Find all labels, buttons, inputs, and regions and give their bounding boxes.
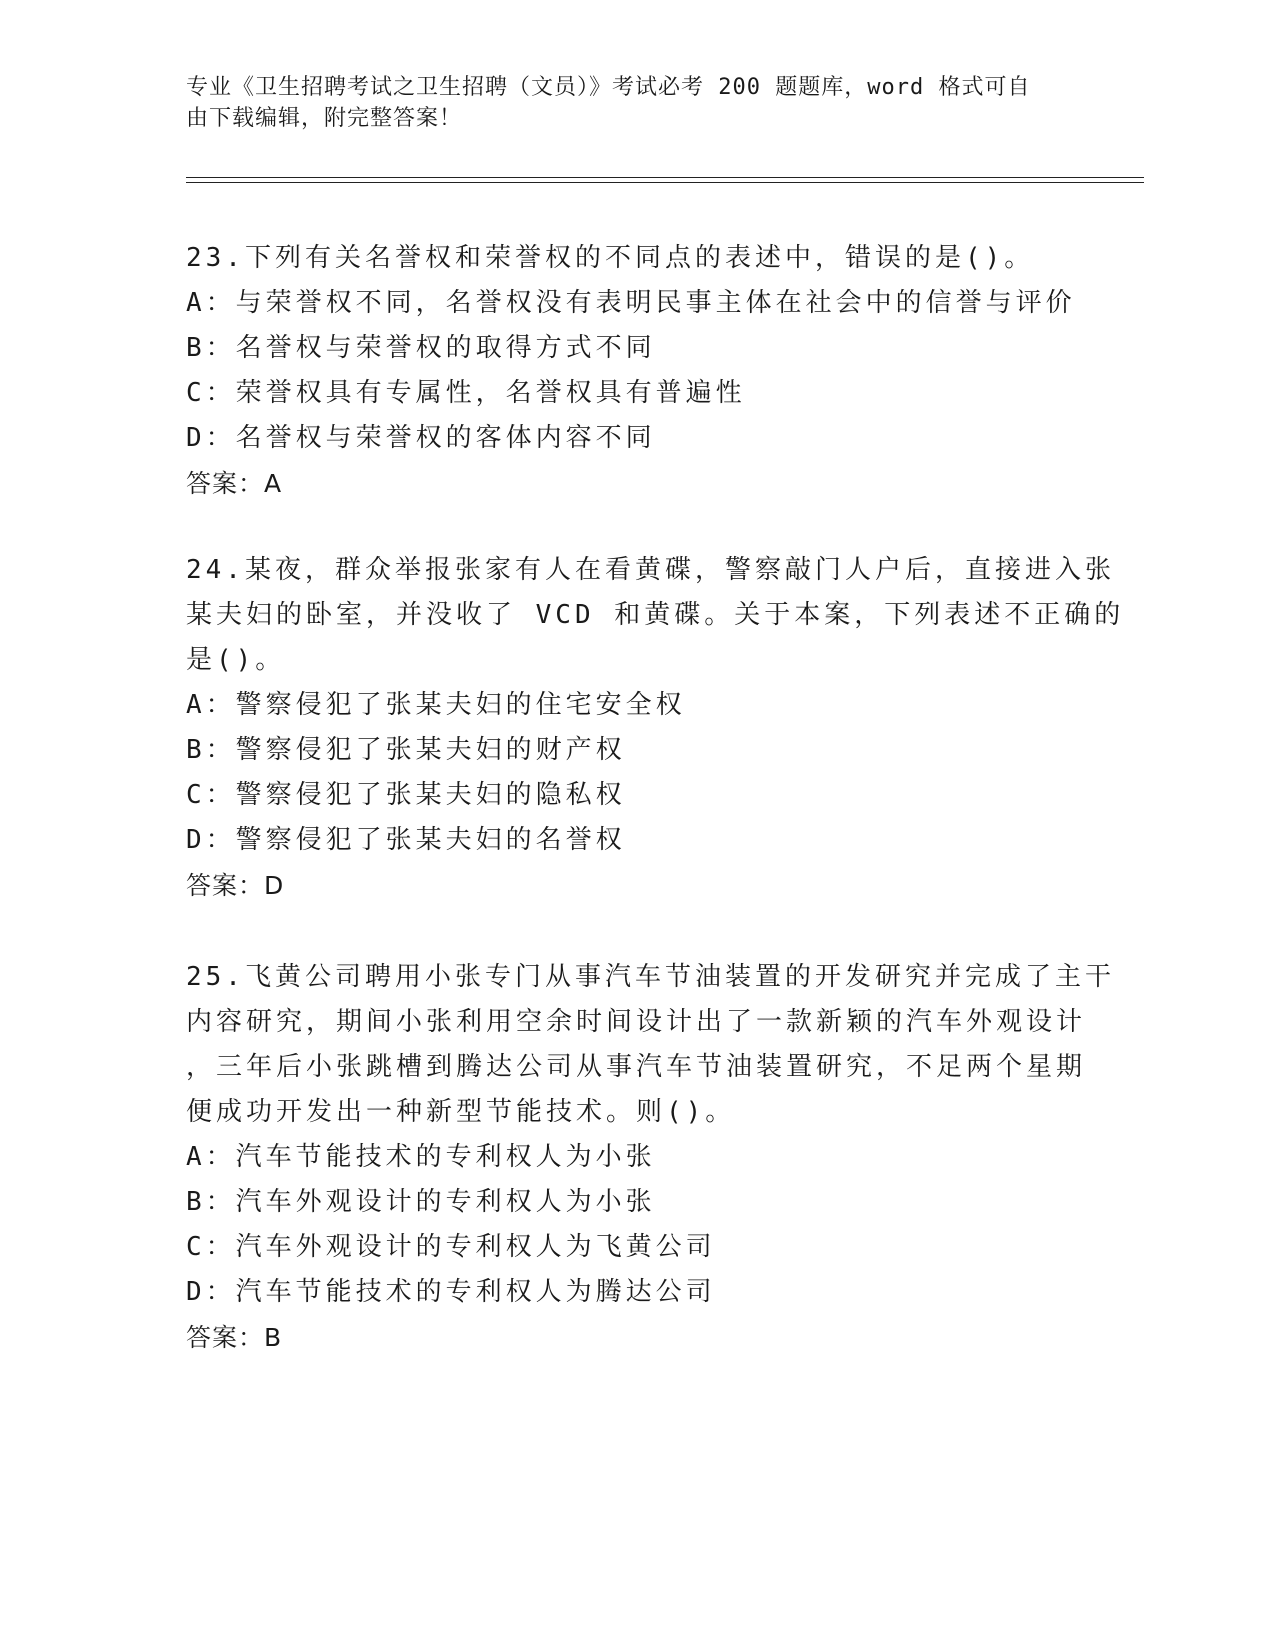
question-stem-line: ，三年后小张跳槽到腾达公司从事汽车节油装置研究，不足两个星期 <box>186 1052 1087 1082</box>
option-d: D：汽车节能技术的专利权人为腾达公司 <box>186 1277 716 1307</box>
answer-line: 答案：A <box>186 469 283 498</box>
option-a: A：与荣誉权不同，名誉权没有表明民事主体在社会中的信誉与评价 <box>186 288 1076 318</box>
question-23 <box>186 236 1086 506</box>
header-divider-bottom <box>186 182 1144 183</box>
document-header <box>186 72 1066 134</box>
option-b: B：名誉权与荣誉权的取得方式不同 <box>186 333 656 363</box>
answer-line: 答案：B <box>186 1323 283 1352</box>
question-stem-line: 某夫妇的卧室，并没收了 VCD 和黄碟。关于本案，下列表述不正确的 <box>186 600 1125 630</box>
question-24 <box>186 548 1125 908</box>
option-b: B：汽车外观设计的专利权人为小张 <box>186 1187 656 1217</box>
header-divider-top <box>186 177 1144 178</box>
question-stem-line: 便成功开发出一种新型节能技术。则()。 <box>186 1097 736 1127</box>
header-line-1: 专业《卫生招聘考试之卫生招聘（文员）》考试必考 200 题题库，word 格式可自 <box>186 75 1031 100</box>
option-d: D：名誉权与荣誉权的客体内容不同 <box>186 423 656 453</box>
option-b: B：警察侵犯了张某夫妇的财产权 <box>186 735 626 765</box>
option-c: C：警察侵犯了张某夫妇的隐私权 <box>186 780 626 810</box>
option-c: C：荣誉权具有专属性，名誉权具有普遍性 <box>186 378 746 408</box>
answer-line: 答案：D <box>186 871 285 900</box>
question-stem-line: 24.某夜，群众举报张家有人在看黄碟，警察敲门人户后，直接进入张 <box>186 555 1115 585</box>
question-25 <box>186 955 1115 1360</box>
question-stem-line: 23.下列有关名誉权和荣誉权的不同点的表述中，错误的是()。 <box>186 243 1035 273</box>
question-stem-line: 内容研究，期间小张利用空余时间设计出了一款新颖的汽车外观设计 <box>186 1007 1087 1037</box>
option-a: A：警察侵犯了张某夫妇的住宅安全权 <box>186 690 686 720</box>
option-a: A：汽车节能技术的专利权人为小张 <box>186 1142 656 1172</box>
option-d: D：警察侵犯了张某夫妇的名誉权 <box>186 825 626 855</box>
question-stem-line: 是()。 <box>186 645 286 675</box>
header-line-2: 由下载编辑，附完整答案！ <box>186 106 463 131</box>
question-stem-line: 25.飞黄公司聘用小张专门从事汽车节油装置的开发研究并完成了主干 <box>186 962 1115 992</box>
option-c: C：汽车外观设计的专利权人为飞黄公司 <box>186 1232 716 1262</box>
